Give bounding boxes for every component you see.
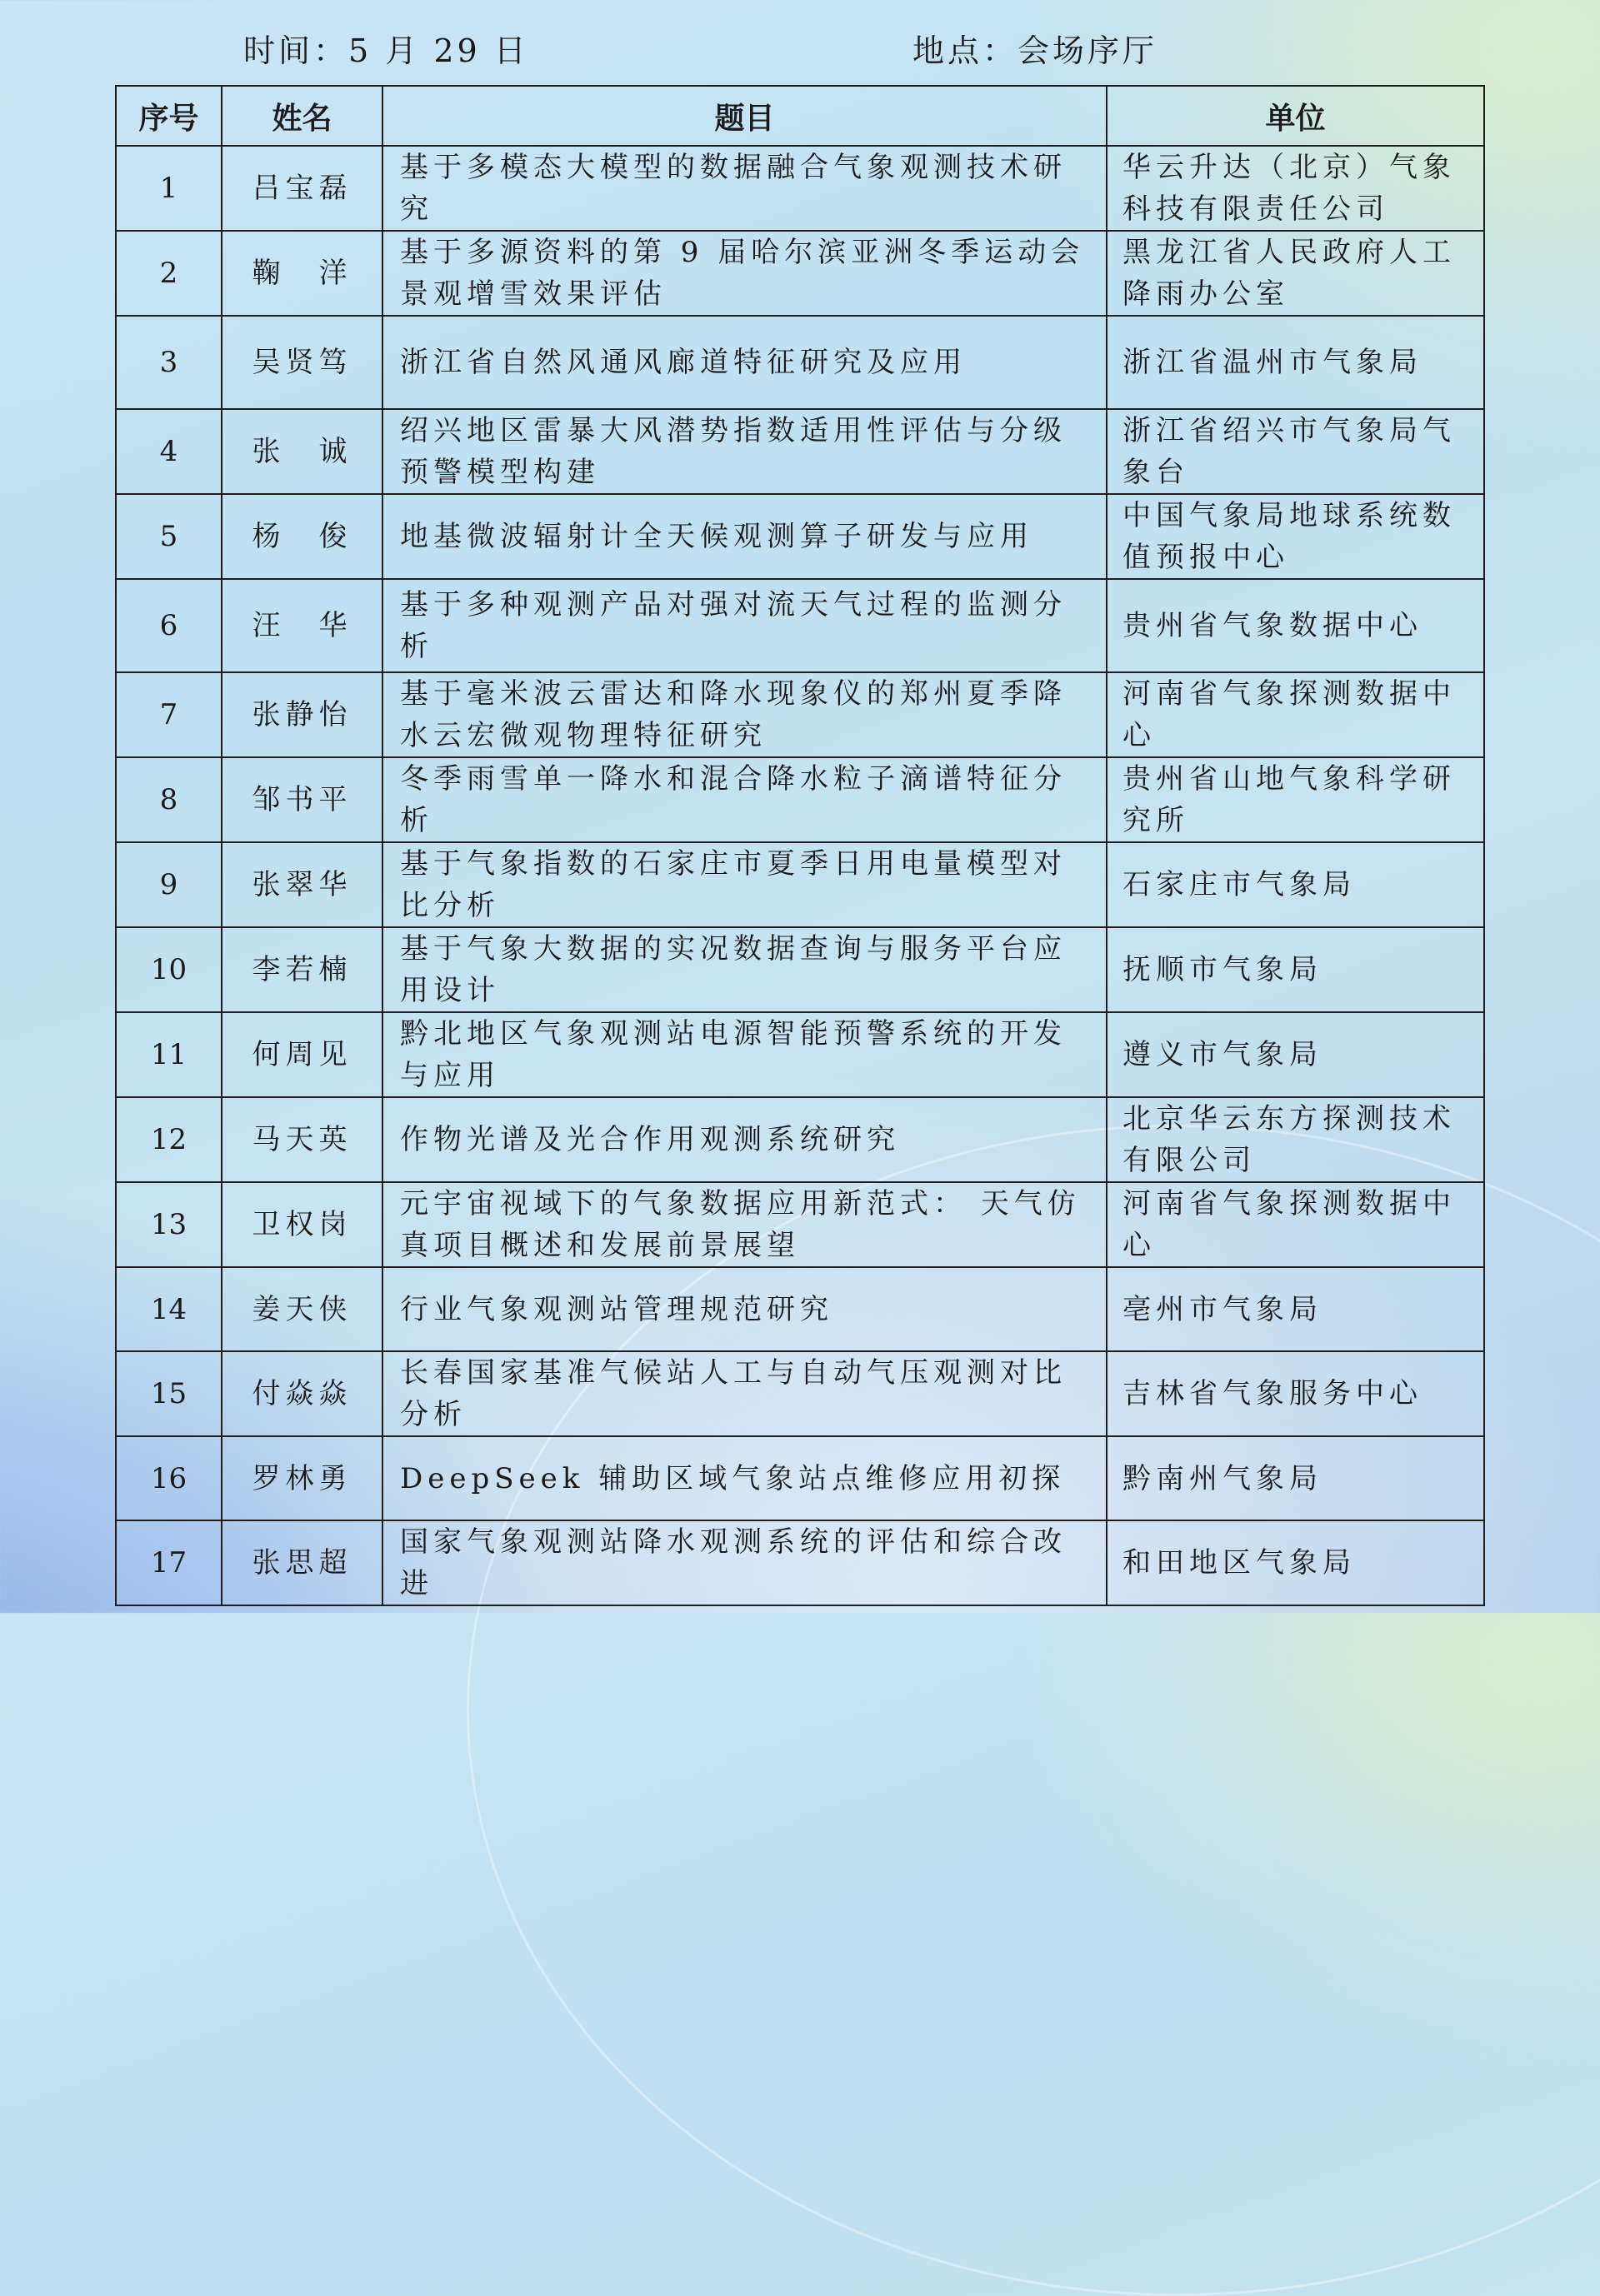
affiliation: 吉林省气象服务中心 — [1107, 1351, 1484, 1436]
affiliation: 抚顺市气象局 — [1107, 927, 1484, 1012]
speaker-name: 吕宝磊 — [222, 146, 382, 231]
table-row — [116, 1436, 1484, 1520]
table-row — [116, 409, 1484, 494]
table-row — [116, 494, 1484, 579]
row-number: 11 — [116, 1012, 222, 1097]
row-number: 3 — [116, 316, 222, 409]
session-place: 地点：会场序厅 — [912, 32, 1158, 69]
affiliation: 河南省气象探测数据中心 — [1107, 672, 1484, 757]
row-number: 5 — [116, 494, 222, 579]
table-row — [116, 1012, 1484, 1097]
talk-title: 作物光谱及光合作用观测系统研究 — [382, 1097, 1107, 1182]
speaker-name: 邹书平 — [222, 757, 382, 842]
table-row — [116, 579, 1484, 672]
speaker-name: 李若楠 — [222, 927, 382, 1012]
row-number: 14 — [116, 1267, 222, 1351]
affiliation: 贵州省气象数据中心 — [1107, 579, 1484, 672]
row-number: 17 — [116, 1520, 222, 1605]
talk-title: 行业气象观测站管理规范研究 — [382, 1267, 1107, 1351]
row-number: 13 — [116, 1182, 222, 1267]
talk-title: 基于气象大数据的实况数据查询与服务平台应用设计 — [382, 927, 1107, 1012]
column-header-no: 序号 — [116, 86, 222, 146]
table-row — [116, 1182, 1484, 1267]
row-number: 4 — [116, 409, 222, 494]
table-row — [116, 1520, 1484, 1605]
talk-title: 基于毫米波云雷达和降水现象仪的郑州夏季降水云宏微观物理特征研究 — [382, 672, 1107, 757]
speaker-name: 付焱焱 — [222, 1351, 382, 1436]
affiliation: 浙江省温州市气象局 — [1107, 316, 1484, 409]
talk-title: DeepSeek 辅助区域气象站点维修应用初探 — [382, 1436, 1107, 1520]
speaker-name: 马天英 — [222, 1097, 382, 1182]
session-time: 时间：5 月 29 日 — [243, 32, 529, 69]
table-row — [116, 672, 1484, 757]
speaker-name: 姜天侠 — [222, 1267, 382, 1351]
talk-title: 浙江省自然风通风廊道特征研究及应用 — [382, 316, 1107, 409]
table-row — [116, 757, 1484, 842]
speaker-name: 罗林勇 — [222, 1436, 382, 1520]
talk-title: 基于多模态大模型的数据融合气象观测技术研究 — [382, 146, 1107, 231]
talk-title: 元宇宙视域下的气象数据应用新范式： 天气仿真项目概述和发展前景展望 — [382, 1182, 1107, 1267]
table-row — [116, 231, 1484, 316]
table-header-row — [116, 86, 1484, 146]
talk-title: 冬季雨雪单一降水和混合降水粒子滴谱特征分析 — [382, 757, 1107, 842]
row-number: 10 — [116, 927, 222, 1012]
speaker-name: 张 诚 — [222, 409, 382, 494]
speaker-name: 张翠华 — [222, 842, 382, 927]
column-header-unit: 单位 — [1107, 86, 1484, 146]
affiliation: 中国气象局地球系统数值预报中心 — [1107, 494, 1484, 579]
affiliation: 浙江省绍兴市气象局气象台 — [1107, 409, 1484, 494]
speaker-name: 张静怡 — [222, 672, 382, 757]
speaker-name: 张思超 — [222, 1520, 382, 1605]
talk-title: 黔北地区气象观测站电源智能预警系统的开发与应用 — [382, 1012, 1107, 1097]
talk-title: 基于多种观测产品对强对流天气过程的监测分析 — [382, 579, 1107, 672]
row-number: 15 — [116, 1351, 222, 1436]
row-number: 6 — [116, 579, 222, 672]
talk-title: 长春国家基准气候站人工与自动气压观测对比分析 — [382, 1351, 1107, 1436]
affiliation: 亳州市气象局 — [1107, 1267, 1484, 1351]
speaker-name: 吴贤笃 — [222, 316, 382, 409]
affiliation: 和田地区气象局 — [1107, 1520, 1484, 1605]
speaker-name: 卫权岗 — [222, 1182, 382, 1267]
talk-title: 绍兴地区雷暴大风潜势指数适用性评估与分级预警模型构建 — [382, 409, 1107, 494]
talk-title: 地基微波辐射计全天候观测算子研发与应用 — [382, 494, 1107, 579]
affiliation: 北京华云东方探测技术有限公司 — [1107, 1097, 1484, 1182]
affiliation: 黔南州气象局 — [1107, 1436, 1484, 1520]
table-row — [116, 842, 1484, 927]
affiliation: 华云升达（北京）气象科技有限责任公司 — [1107, 146, 1484, 231]
table-row — [116, 927, 1484, 1012]
row-number: 7 — [116, 672, 222, 757]
row-number: 16 — [116, 1436, 222, 1520]
talk-title: 国家气象观测站降水观测系统的评估和综合改进 — [382, 1520, 1107, 1605]
affiliation: 贵州省山地气象科学研究所 — [1107, 757, 1484, 842]
session-header — [0, 18, 1600, 72]
affiliation: 河南省气象探测数据中心 — [1107, 1182, 1484, 1267]
speaker-name: 杨 俊 — [222, 494, 382, 579]
speaker-name: 何周见 — [222, 1012, 382, 1097]
schedule-table — [115, 85, 1485, 1606]
row-number: 9 — [116, 842, 222, 927]
table-row — [116, 1267, 1484, 1351]
talk-title: 基于多源资料的第 9 届哈尔滨亚洲冬季运动会景观增雪效果评估 — [382, 231, 1107, 316]
talk-title: 基于气象指数的石家庄市夏季日用电量模型对比分析 — [382, 842, 1107, 927]
row-number: 8 — [116, 757, 222, 842]
table-row — [116, 1097, 1484, 1182]
affiliation: 黑龙江省人民政府人工降雨办公室 — [1107, 231, 1484, 316]
column-header-title: 题目 — [382, 86, 1107, 146]
table-row — [116, 146, 1484, 231]
affiliation: 石家庄市气象局 — [1107, 842, 1484, 927]
affiliation: 遵义市气象局 — [1107, 1012, 1484, 1097]
speaker-name: 鞠 洋 — [222, 231, 382, 316]
row-number: 1 — [116, 146, 222, 231]
row-number: 2 — [116, 231, 222, 316]
speaker-name: 汪 华 — [222, 579, 382, 672]
table-row — [116, 316, 1484, 409]
column-header-name: 姓名 — [222, 86, 382, 146]
table-row — [116, 1351, 1484, 1436]
row-number: 12 — [116, 1097, 222, 1182]
